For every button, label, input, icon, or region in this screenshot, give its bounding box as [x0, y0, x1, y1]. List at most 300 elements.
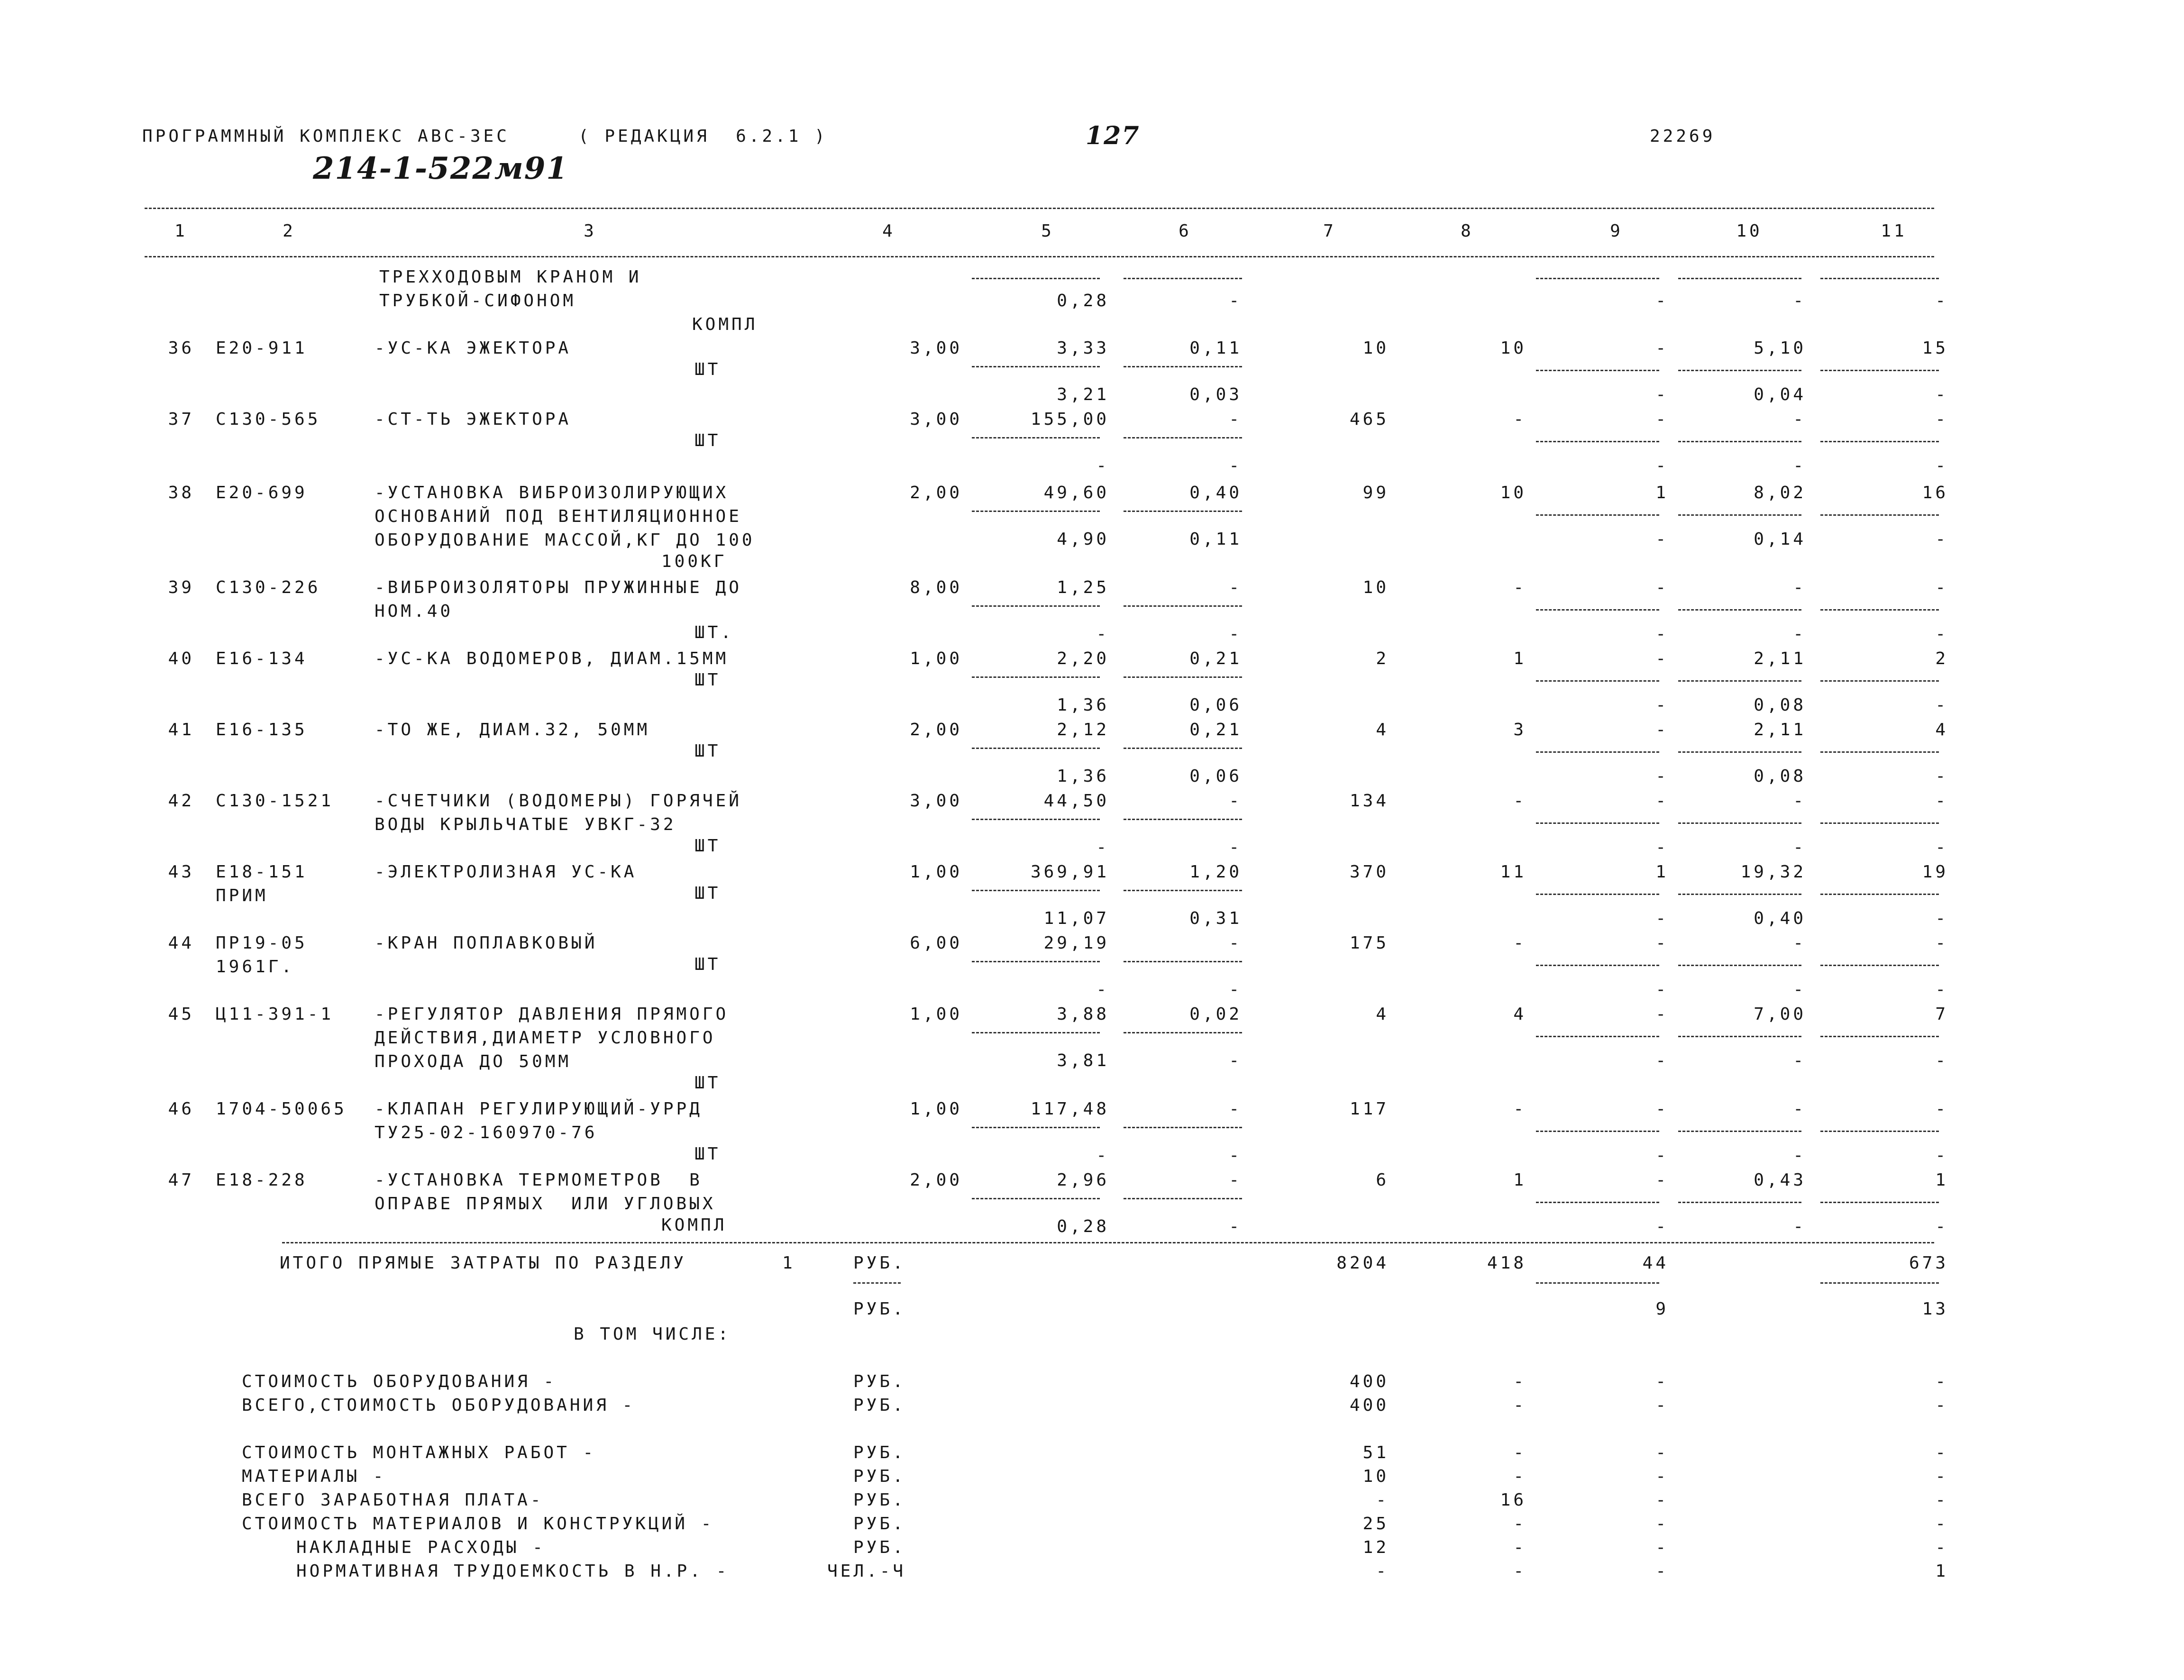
col10-value: -	[1793, 791, 1806, 811]
row-rule-c11	[1820, 965, 1939, 966]
summary-col7: 25	[1362, 1514, 1389, 1534]
col5-unit-cost: 11,07	[1043, 909, 1109, 928]
summary-col9: -	[1655, 1372, 1669, 1391]
col5-unit-cost: 0,28	[1057, 1217, 1109, 1236]
col7-value: 4	[1376, 1004, 1389, 1024]
item-description-line: ВОДЫ КРЫЛЬЧАТЫЕ УВКГ-32	[375, 815, 676, 834]
col10-unit-value: -	[1793, 1146, 1806, 1165]
row-rule-c5	[972, 748, 1100, 749]
rate-code: Е18-228	[216, 1170, 308, 1190]
summary-col8: -	[1513, 1514, 1526, 1534]
col5-total-cost: 369,91	[1030, 862, 1109, 882]
rate-code: Е20-699	[216, 483, 308, 502]
continuation-rule-c10	[1678, 278, 1801, 279]
unit-of-measure: ШТ	[694, 884, 721, 903]
summary-col7: -	[1376, 1490, 1389, 1510]
item-description-line: ПРОХОДА ДО 50ММ	[375, 1052, 572, 1071]
summary-col9: -	[1655, 1514, 1669, 1534]
row-rule-c11	[1820, 441, 1939, 442]
col7-value: 10	[1362, 338, 1389, 358]
document-number: 22269	[1650, 127, 1716, 146]
col10-value: -	[1793, 1099, 1806, 1119]
col10-unit-value: -	[1793, 456, 1806, 475]
col5-total-cost: 155,00	[1030, 410, 1109, 429]
continuation-c10-cost: -	[1793, 291, 1806, 310]
item-description-line: -ВИБРОИЗОЛЯТОРЫ ПРУЖИННЫЕ ДО	[375, 578, 742, 597]
unit-of-measure: ШТ	[694, 836, 721, 856]
col9-unit-value: -	[1655, 385, 1669, 404]
col8-value: -	[1513, 578, 1526, 597]
col9-unit-value: -	[1655, 767, 1669, 786]
column-header-1: 1	[174, 221, 188, 241]
col8-value: 1	[1513, 649, 1526, 668]
col7-value: 10	[1362, 578, 1389, 597]
col7-value: 134	[1349, 791, 1389, 811]
rate-code-note: ПРИМ	[216, 886, 268, 905]
col5-total-cost: 3,88	[1057, 1004, 1109, 1024]
col9-unit-value: -	[1655, 1217, 1669, 1236]
col5-total-cost: 1,25	[1057, 578, 1109, 597]
row-rule-c6	[1124, 511, 1242, 512]
item-description-line: НОМ.40	[375, 602, 454, 621]
col9-unit-value: -	[1655, 530, 1669, 549]
item-description-line: -УС-КА ВОДОМЕРОВ, ДИАМ.15ММ	[375, 649, 729, 668]
totals-unit-rule	[853, 1282, 901, 1284]
col10-value: 8,02	[1754, 483, 1806, 502]
col11-value: 16	[1922, 483, 1948, 502]
col8-value: -	[1513, 1099, 1526, 1119]
rate-code: С130-226	[216, 578, 321, 597]
totals-rule-c11	[1820, 1282, 1939, 1284]
col10-unit-value: -	[1793, 838, 1806, 857]
unit-of-measure: ШТ	[694, 670, 721, 690]
column-header-6: 6	[1179, 221, 1192, 241]
col9-unit-value: -	[1655, 909, 1669, 928]
col6-total-cost: -	[1229, 933, 1242, 953]
totals-unit: РУБ.	[853, 1253, 906, 1273]
quantity: 2,00	[910, 483, 962, 502]
edition-label: ( РЕДАКЦИЯ 6.2.1 )	[578, 127, 828, 146]
item-description-line: ДЕЙСТВИЯ,ДИАМЕТР УСЛОВНОГО	[375, 1028, 716, 1048]
summary-unit: РУБ.	[853, 1467, 906, 1486]
quantity: 1,00	[910, 1099, 962, 1119]
summary-label: СТОИМОСТЬ МАТЕРИАЛОВ И КОНСТРУКЦИЙ -	[242, 1514, 714, 1534]
program-title: ПРОГРАММНЫЙ КОМПЛЕКС АВС-3ЕС	[142, 127, 510, 146]
col11-value: -	[1935, 791, 1948, 811]
quantity: 1,00	[910, 862, 962, 882]
item-description-line: -СТ-ТЬ ЭЖЕКТОРА	[375, 410, 572, 429]
col7-value: 99	[1362, 483, 1389, 502]
item-description-line: ОПРАВЕ ПРЯМЫХ ИЛИ УГЛОВЫХ	[375, 1194, 716, 1214]
summary-col11: -	[1935, 1538, 1948, 1557]
col6-total-cost: -	[1229, 410, 1242, 429]
quantity: 1,00	[910, 649, 962, 668]
summary-col9: -	[1655, 1396, 1669, 1415]
item-number: 43	[168, 862, 194, 882]
item-description-line: -УСТАНОВКА ВИБРОИЗОЛИРУЮЩИХ	[375, 483, 729, 502]
col10-value: 5,10	[1754, 338, 1806, 358]
col9-unit-value: -	[1655, 456, 1669, 475]
col6-unit-cost: -	[1229, 1146, 1242, 1165]
rate-code: 1704-50065	[216, 1099, 347, 1119]
unit-of-measure: ШТ	[694, 741, 721, 761]
row-rule-c9	[1536, 1131, 1659, 1132]
row-rule-c9	[1536, 751, 1659, 753]
col6-total-cost: 0,40	[1189, 483, 1242, 502]
col11-value: 4	[1935, 720, 1948, 740]
row-rule-c9	[1536, 441, 1659, 442]
summary-col8: -	[1513, 1467, 1526, 1486]
row-rule-c11	[1820, 822, 1939, 824]
col6-unit-cost: -	[1229, 838, 1242, 857]
summary-label: ВСЕГО ЗАРАБОТНАЯ ПЛАТА-	[242, 1490, 544, 1510]
quantity: 2,00	[910, 1170, 962, 1190]
item-number: 47	[168, 1170, 194, 1190]
col5-unit-cost: 1,36	[1057, 695, 1109, 715]
row-rule-c6	[1124, 676, 1242, 678]
col11-unit-value: -	[1935, 624, 1948, 644]
totals-unit-2: РУБ.	[853, 1299, 906, 1319]
summary-label: ВСЕГО,СТОИМОСТЬ ОБОРУДОВАНИЯ -	[242, 1396, 636, 1415]
item-number: 46	[168, 1099, 194, 1119]
col9-unit-value: -	[1655, 624, 1669, 644]
col10-value: 19,32	[1740, 862, 1806, 882]
col6-unit-cost: -	[1229, 1051, 1242, 1070]
summary-col7: 400	[1349, 1396, 1389, 1415]
row-rule-c6	[1124, 1198, 1242, 1199]
summary-unit: РУБ.	[853, 1372, 906, 1391]
totals-section: 1	[782, 1253, 795, 1273]
totals-label: ИТОГО ПРЯМЫЕ ЗАТРАТЫ ПО РАЗДЕЛУ	[280, 1253, 686, 1273]
summary-unit: РУБ.	[853, 1538, 906, 1557]
column-header-5: 5	[1041, 221, 1054, 241]
summary-col9: -	[1655, 1490, 1669, 1510]
row-rule-c5	[972, 366, 1100, 367]
col6-unit-cost: -	[1229, 980, 1242, 999]
summary-unit: ЧЕЛ.-Ч	[827, 1561, 906, 1581]
row-rule-c6	[1124, 748, 1242, 749]
row-rule-c10	[1678, 751, 1801, 753]
quantity: 3,00	[910, 338, 962, 358]
item-number: 44	[168, 933, 194, 953]
column-header-4: 4	[882, 221, 896, 241]
item-description-line: ТУ25-02-160970-76	[375, 1123, 598, 1142]
col9-value: 1	[1655, 483, 1669, 502]
col11-value: -	[1935, 933, 1948, 953]
row-rule-c5	[972, 1032, 1100, 1033]
quantity: 1,00	[910, 1004, 962, 1024]
summary-col8: -	[1513, 1396, 1526, 1415]
summary-col8: -	[1513, 1538, 1526, 1557]
col5-unit-cost: -	[1096, 624, 1109, 644]
item-description-line: -УС-КА ЭЖЕКТОРА	[375, 338, 572, 358]
col11-unit-value: -	[1935, 767, 1948, 786]
including-heading: В ТОМ ЧИСЛЕ:	[574, 1324, 731, 1344]
col9-value: -	[1655, 338, 1669, 358]
row-rule-c10	[1678, 441, 1801, 442]
col9-value: -	[1655, 1004, 1669, 1024]
summary-col11: -	[1935, 1490, 1948, 1510]
item-number: 45	[168, 1004, 194, 1024]
summary-col8: -	[1513, 1372, 1526, 1391]
quantity: 6,00	[910, 933, 962, 953]
continuation-rule-c6	[1124, 278, 1242, 279]
item-number: 37	[168, 410, 194, 429]
col5-unit-cost: -	[1096, 456, 1109, 475]
col8-value: 11	[1500, 862, 1526, 882]
column-header-11: 11	[1881, 221, 1907, 241]
rate-code-note: 1961Г.	[216, 957, 295, 977]
header-bottom-rule	[145, 256, 1934, 257]
col10-value: 2,11	[1754, 649, 1806, 668]
quantity: 2,00	[910, 720, 962, 740]
col9-unit-value: -	[1655, 1051, 1669, 1070]
item-number: 40	[168, 649, 194, 668]
row-rule-c11	[1820, 514, 1939, 516]
col6-unit-cost: 0,11	[1189, 530, 1242, 549]
summary-col7: 10	[1362, 1467, 1389, 1486]
row-rule-c10	[1678, 894, 1801, 895]
col10-unit-value: -	[1793, 980, 1806, 999]
row-rule-c11	[1820, 609, 1939, 611]
handwritten-note: 214-1-522м91	[313, 151, 568, 186]
item-description-line: -КРАН ПОПЛАВКОВЫЙ	[375, 933, 598, 953]
col6-unit-cost: -	[1229, 1217, 1242, 1236]
unit-of-measure: ШТ.	[694, 623, 734, 642]
col11-unit-value: -	[1935, 456, 1948, 475]
col9-value: -	[1655, 933, 1669, 953]
continuation-c11-cost: -	[1935, 291, 1948, 310]
col7-value: 2	[1376, 649, 1389, 668]
col6-unit-cost: 0,31	[1189, 909, 1242, 928]
item-description-line: -СЧЕТЧИКИ (ВОДОМЕРЫ) ГОРЯЧЕЙ	[375, 791, 742, 811]
col11-unit-value: -	[1935, 530, 1948, 549]
rate-code: Ц11-391-1	[216, 1004, 334, 1024]
row-rule-c9	[1536, 894, 1659, 895]
continuation-c6-cost: -	[1229, 291, 1242, 310]
col6-unit-cost: 0,06	[1189, 767, 1242, 786]
quantity: 8,00	[910, 578, 962, 597]
row-rule-c5	[972, 676, 1100, 678]
row-rule-c5	[972, 890, 1100, 891]
col9-unit-value: -	[1655, 695, 1669, 715]
col8-value: 3	[1513, 720, 1526, 740]
totals-col8: 418	[1487, 1253, 1526, 1273]
summary-label: НОРМАТИВНАЯ ТРУДОЕМКОСТЬ В Н.Р. -	[296, 1561, 730, 1581]
col5-unit-cost: -	[1096, 980, 1109, 999]
col11-unit-value: -	[1935, 695, 1948, 715]
col11-unit-value: -	[1935, 909, 1948, 928]
row-rule-c10	[1678, 1131, 1801, 1132]
col6-total-cost: 0,02	[1189, 1004, 1242, 1024]
col6-unit-cost: -	[1229, 624, 1242, 644]
summary-unit: РУБ.	[853, 1490, 906, 1510]
row-rule-c10	[1678, 514, 1801, 516]
summary-col11: -	[1935, 1396, 1948, 1415]
rate-code: Е16-135	[216, 720, 308, 740]
row-rule-c11	[1820, 370, 1939, 371]
totals-col9-2: 9	[1655, 1299, 1669, 1319]
col10-value: 2,11	[1754, 720, 1806, 740]
rate-code: Е20-911	[216, 338, 308, 358]
row-rule-c5	[972, 961, 1100, 962]
col6-unit-cost: 0,03	[1189, 385, 1242, 404]
col10-unit-value: 0,14	[1754, 530, 1806, 549]
summary-col7: 12	[1362, 1538, 1389, 1557]
col5-total-cost: 49,60	[1043, 483, 1109, 502]
col10-unit-value: 0,08	[1754, 767, 1806, 786]
row-rule-c6	[1124, 437, 1242, 438]
row-rule-c11	[1820, 751, 1939, 753]
col5-total-cost: 29,19	[1043, 933, 1109, 953]
col5-total-cost: 3,33	[1057, 338, 1109, 358]
col6-total-cost: -	[1229, 1170, 1242, 1190]
page-number: 127	[1086, 121, 1140, 150]
row-rule-c6	[1124, 890, 1242, 891]
col7-value: 175	[1349, 933, 1389, 953]
row-rule-c6	[1124, 961, 1242, 962]
col6-total-cost: 0,11	[1189, 338, 1242, 358]
col11-value: 15	[1922, 338, 1948, 358]
col11-value: 2	[1935, 649, 1948, 668]
item-number: 41	[168, 720, 194, 740]
column-header-3: 3	[584, 221, 597, 241]
summary-col8: 16	[1500, 1490, 1526, 1510]
continuation-rule-c5	[972, 278, 1100, 279]
row-rule-c5	[972, 1198, 1100, 1199]
col5-unit-cost: -	[1096, 1146, 1109, 1165]
continuation-c5-cost: 0,28	[1057, 291, 1109, 310]
col6-unit-cost: 0,06	[1189, 695, 1242, 715]
summary-col7: 400	[1349, 1372, 1389, 1391]
item-number: 38	[168, 483, 194, 502]
quantity: 3,00	[910, 410, 962, 429]
col11-value: -	[1935, 1099, 1948, 1119]
col8-value: 4	[1513, 1004, 1526, 1024]
summary-col8: -	[1513, 1443, 1526, 1462]
col5-total-cost: 2,12	[1057, 720, 1109, 740]
rate-code: С130-1521	[216, 791, 334, 811]
column-header-7: 7	[1323, 221, 1336, 241]
col5-total-cost: 2,20	[1057, 649, 1109, 668]
totals-col9: 44	[1642, 1253, 1669, 1273]
item-number: 39	[168, 578, 194, 597]
row-rule-c10	[1678, 822, 1801, 824]
col10-value: 0,43	[1754, 1170, 1806, 1190]
col6-total-cost: 1,20	[1189, 862, 1242, 882]
continuation-unit: КОМПЛ	[692, 315, 758, 334]
col11-unit-value: -	[1935, 385, 1948, 404]
summary-col11: -	[1935, 1514, 1948, 1534]
col8-value: 10	[1500, 338, 1526, 358]
row-rule-c9	[1536, 1202, 1659, 1203]
row-rule-c6	[1124, 819, 1242, 820]
col9-value: -	[1655, 649, 1669, 668]
row-rule-c6	[1124, 366, 1242, 367]
col10-unit-value: 0,04	[1754, 385, 1806, 404]
summary-label: НАКЛАДНЫЕ РАСХОДЫ -	[296, 1538, 546, 1557]
col9-value: 1	[1655, 862, 1669, 882]
continuation-rule-c9	[1536, 278, 1659, 279]
col7-value: 465	[1349, 410, 1389, 429]
continuation-description-line: ТРУБКОЙ-СИФОНОМ	[379, 291, 576, 310]
table-bottom-rule	[282, 1242, 1934, 1243]
col10-unit-value: -	[1793, 624, 1806, 644]
unit-of-measure: ШТ	[694, 1073, 721, 1093]
col11-value: -	[1935, 578, 1948, 597]
col5-total-cost: 117,48	[1030, 1099, 1109, 1119]
col9-unit-value: -	[1655, 838, 1669, 857]
totals-col11-2: 13	[1922, 1299, 1948, 1319]
unit-of-measure: 100КГ	[661, 552, 727, 571]
col7-value: 370	[1349, 862, 1389, 882]
summary-col11: 1	[1935, 1561, 1948, 1581]
summary-col9: -	[1655, 1443, 1669, 1462]
summary-unit: РУБ.	[853, 1443, 906, 1462]
continuation-rule-c11	[1820, 278, 1939, 279]
totals-rule-c9	[1536, 1282, 1659, 1284]
rate-code: Е16-134	[216, 649, 308, 668]
col9-value: -	[1655, 410, 1669, 429]
col9-value: -	[1655, 578, 1669, 597]
row-rule-c10	[1678, 680, 1801, 682]
col8-value: -	[1513, 410, 1526, 429]
col5-unit-cost: 3,81	[1057, 1051, 1109, 1070]
summary-col7: 51	[1362, 1443, 1389, 1462]
col9-value: -	[1655, 1170, 1669, 1190]
col11-value: 7	[1935, 1004, 1948, 1024]
row-rule-c11	[1820, 1131, 1939, 1132]
col7-value: 6	[1376, 1170, 1389, 1190]
row-rule-c11	[1820, 680, 1939, 682]
row-rule-c10	[1678, 1202, 1801, 1203]
unit-of-measure: ШТ	[694, 1144, 721, 1164]
col7-value: 4	[1376, 720, 1389, 740]
continuation-description-line: ТРЕХХОДОВЫМ КРАНОМ И	[379, 267, 642, 287]
col5-total-cost: 44,50	[1043, 791, 1109, 811]
col10-unit-value: -	[1793, 1217, 1806, 1236]
totals-col11: 673	[1909, 1253, 1948, 1273]
col10-value: -	[1793, 578, 1806, 597]
item-description-line: ОБОРУДОВАНИЕ МАССОЙ,КГ ДО 100	[375, 530, 755, 550]
row-rule-c5	[972, 1127, 1100, 1128]
col5-unit-cost: 1,36	[1057, 767, 1109, 786]
row-rule-c11	[1820, 1202, 1939, 1203]
item-number: 36	[168, 338, 194, 358]
col9-value: -	[1655, 720, 1669, 740]
unit-of-measure: ШТ	[694, 360, 721, 379]
row-rule-c10	[1678, 1036, 1801, 1037]
header-top-rule	[145, 208, 1934, 209]
column-header-8: 8	[1461, 221, 1474, 241]
col5-total-cost: 2,96	[1057, 1170, 1109, 1190]
col10-unit-value: 0,40	[1754, 909, 1806, 928]
row-rule-c9	[1536, 1036, 1659, 1037]
summary-col11: -	[1935, 1443, 1948, 1462]
item-description-line: -ЭЛЕКТРОЛИЗНАЯ УС-КА	[375, 862, 637, 882]
row-rule-c11	[1820, 894, 1939, 895]
summary-col7: -	[1376, 1561, 1389, 1581]
column-header-2: 2	[283, 221, 296, 241]
rate-code: ПР19-05	[216, 933, 308, 953]
summary-col8: -	[1513, 1561, 1526, 1581]
rate-code: Е18-151	[216, 862, 308, 882]
row-rule-c10	[1678, 965, 1801, 966]
summary-label: СТОИМОСТЬ МОНТАЖНЫХ РАБОТ -	[242, 1443, 596, 1462]
col6-total-cost: 0,21	[1189, 720, 1242, 740]
col8-value: -	[1513, 933, 1526, 953]
row-rule-c11	[1820, 1036, 1939, 1037]
